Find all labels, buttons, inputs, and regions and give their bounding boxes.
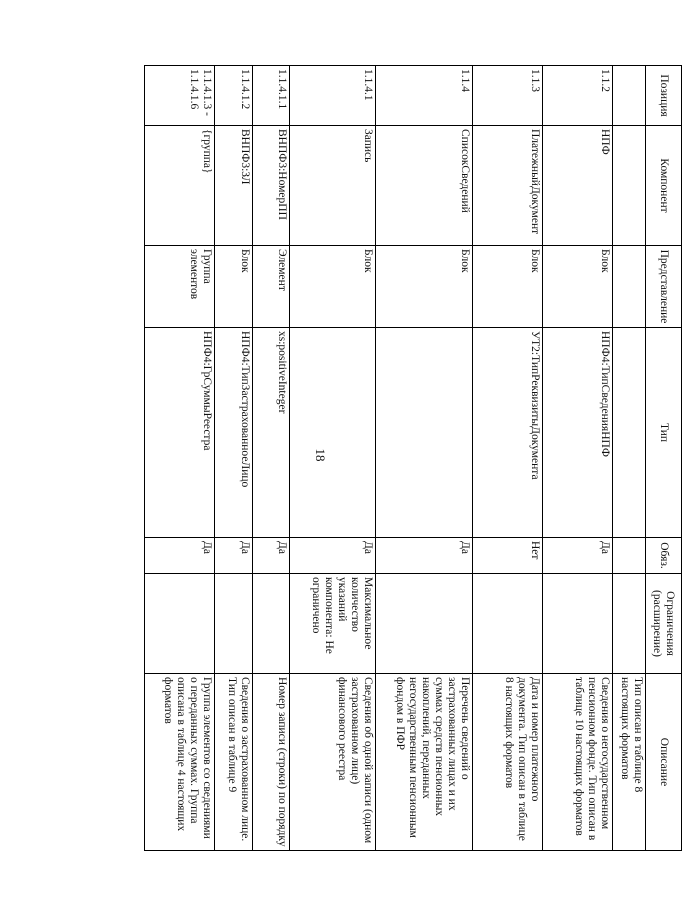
table-row: [612, 66, 645, 851]
cell-representation: Группа элементов: [145, 246, 215, 328]
cell-component: ВНПФ3:ЗЛ: [214, 126, 252, 246]
cell-component: Запись: [290, 126, 376, 246]
cell-representation: Элемент: [252, 246, 290, 328]
cell-position: [612, 66, 645, 126]
cell-required: Да: [376, 538, 473, 574]
cell-position: 1.1.2: [543, 66, 613, 126]
cell-position: 1.1.4.1.2: [214, 66, 252, 126]
cell-type: НПФ4:ГрСуммыРеестра: [145, 328, 215, 538]
table-row: [252, 66, 290, 851]
cell-limits: [473, 574, 543, 674]
cell-limits: [612, 574, 645, 674]
cell-description: Сведения об одной записи (одном застрахованном лице) финансового реестра: [290, 674, 376, 851]
cell-position: 1.1.4.1.3 - 1.1.4.1.6: [145, 66, 215, 126]
header-component: Компонент: [646, 126, 682, 246]
table-row: [473, 66, 543, 851]
cell-required: Нет: [473, 538, 543, 574]
cell-component: ВНПФ3:НомерПП: [252, 126, 290, 246]
cell-limits: [252, 574, 290, 674]
table-header-row: [646, 66, 682, 851]
cell-component: {группа}: [145, 126, 215, 246]
cell-limits: [376, 574, 473, 674]
header-representation: Представление: [646, 246, 682, 328]
cell-required: Да: [214, 538, 252, 574]
cell-position: 1.1.4: [376, 66, 473, 126]
cell-representation: Блок: [214, 246, 252, 328]
cell-required: Да: [543, 538, 613, 574]
rotated-page-content: [144, 65, 682, 850]
cell-limits: [543, 574, 613, 674]
header-limits: Ограничения (расширение): [646, 574, 682, 674]
cell-type: [612, 328, 645, 538]
cell-limits: [214, 574, 252, 674]
cell-representation: [612, 246, 645, 328]
cell-limits: Максимальное количество указаний компонента: Не ограничено: [290, 574, 376, 674]
cell-description: Дата и номер платежного документа. Тип описан в таблице 8 настоящих форматов: [473, 674, 543, 851]
cell-component: [612, 126, 645, 246]
page-number: 18: [313, 448, 328, 462]
cell-position: 1.1.4.1.1: [252, 66, 290, 126]
table-row: [290, 66, 376, 851]
format-table: [144, 65, 682, 851]
table-row: [376, 66, 473, 851]
cell-description: Сведения о застрахованном лице. Тип описан в таблице 9: [214, 674, 252, 851]
cell-position: 1.1.4.1: [290, 66, 376, 126]
cell-required: Да: [290, 538, 376, 574]
cell-representation: Блок: [376, 246, 473, 328]
cell-description: Перечень сведений о застрахованных лицах и их суммах средств пенсионных накоплений, переданных негосударственным пенсионным фондом в ПФР: [376, 674, 473, 851]
cell-representation: Блок: [543, 246, 613, 328]
header-type: Тип: [646, 328, 682, 538]
cell-representation: Блок: [473, 246, 543, 328]
table-row: [145, 66, 215, 851]
table-row: [543, 66, 613, 851]
cell-required: Да: [145, 538, 215, 574]
cell-limits: [145, 574, 215, 674]
cell-type: НПФ4:ТипЗастрахованноеЛицо: [214, 328, 252, 538]
cell-component: СписокСведений: [376, 126, 473, 246]
header-description: Описание: [646, 674, 682, 851]
cell-type: УТ2:ТипРеквизитыДокумента: [473, 328, 543, 538]
cell-required: [612, 538, 645, 574]
cell-type: [376, 328, 473, 538]
cell-description: Тип описан в таблице 8 настоящих форматов: [612, 674, 645, 851]
cell-type: НПФ4:ТипСведенияНПФ: [543, 328, 613, 538]
cell-type: [290, 328, 376, 538]
cell-component: ПлатежныйДокумент: [473, 126, 543, 246]
cell-representation: Блок: [290, 246, 376, 328]
header-position: Позиция: [646, 66, 682, 126]
cell-type: xs:positiveInteger: [252, 328, 290, 538]
header-required: Обяз.: [646, 538, 682, 574]
cell-description: Сведения о негосударственном пенсионном фонде. Тип описан в таблице 10 настоящих форматов: [543, 674, 613, 851]
cell-position: 1.1.3: [473, 66, 543, 126]
cell-required: Да: [252, 538, 290, 574]
table-row: [214, 66, 252, 851]
cell-component: НПФ: [543, 126, 613, 246]
cell-description: Номер записи (строки) по порядку: [252, 674, 290, 851]
cell-description: Группа элементов со сведениями о переданных суммах. Группа описана в таблице 4 настоящих форматов: [145, 674, 215, 851]
